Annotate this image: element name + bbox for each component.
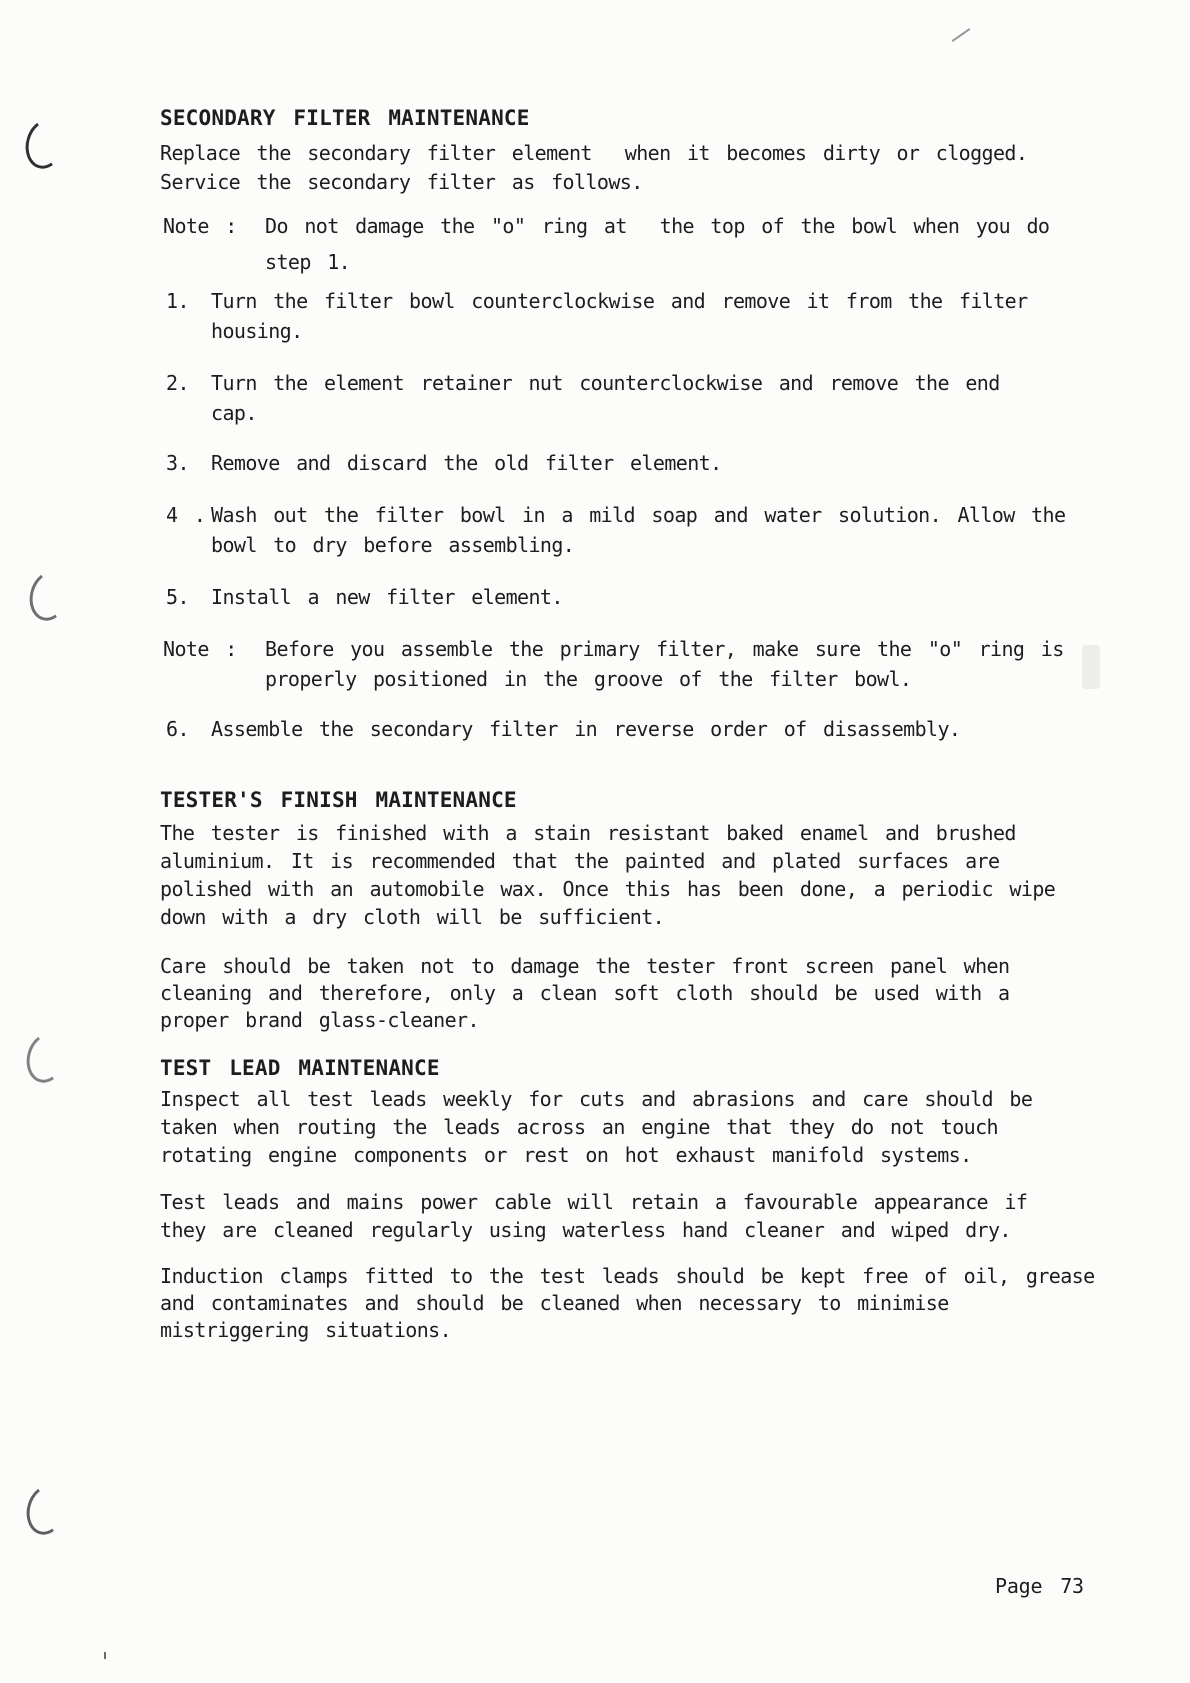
paragraph-line: Inspect all test leads weekly for cuts and abrasions and care should be [160,1087,1033,1111]
section-heading-testers-finish: TESTER'S FINISH MAINTENANCE [160,788,517,812]
paragraph-line: mistriggering situations. [160,1318,452,1342]
pen-tick-mark [951,28,970,42]
paragraph-line: Induction clamps fitted to the test leads should be kept free of oil, grease [160,1264,1095,1288]
paragraph [160,819,1055,931]
note-label: Note : [163,214,237,238]
paragraph-line: Service the secondary filter as follows. [160,170,643,194]
step-item-3 [160,448,722,478]
paragraph-line: Test leads and mains power cable will retain a favourable appearance if [160,1190,1028,1214]
page-number: Page 73 [995,1574,1084,1598]
intro-paragraph [160,139,1027,197]
note-line: properly positioned in the groove of the filter bowl. [265,667,912,691]
pen-mark-paren-4 [22,1481,71,1539]
paragraph [160,953,1009,1034]
paragraph-line: cleaning and therefore, only a clean soft cloth should be used with a [160,981,1010,1005]
scan-speck [104,1652,106,1659]
note-line: Do not damage the "o" ring at the top of the bowl when you do [265,214,1050,238]
step-line: Wash out the filter bowl in a mild soap and water solution. Allow the [211,503,1066,527]
step-line: Turn the filter bowl counterclockwise and remove it from the filter [211,289,1028,313]
note-block-2 [160,634,1064,694]
note-block-1 [160,208,1049,280]
step-number: 4 . [166,503,206,527]
pen-mark-paren-1 [21,115,70,173]
step-line: Assemble the secondary filter in reverse order of disassembly. [211,717,961,741]
paragraph-line: Replace the secondary filter element when it becomes dirty or clogged. [160,141,1028,165]
paragraph-line: down with a dry cloth will be sufficient. [160,905,665,929]
step-line: bowl to dry before assembling. [211,533,575,557]
paragraph [160,1263,1095,1344]
paragraph-line: taken when routing the leads across an engine that they do not touch [160,1115,998,1139]
paragraph-line: they are cleaned regularly using waterless hand cleaner and wiped dry. [160,1218,1011,1242]
section-heading-secondary-filter: SECONDARY FILTER MAINTENANCE [160,106,530,130]
paragraph-line: polished with an automobile wax. Once this has been done, a periodic wipe [160,877,1056,901]
step-item-1 [160,286,1028,346]
paragraph-line: The tester is finished with a stain resistant baked enamel and brushed [160,821,1016,845]
step-item-2 [160,368,1000,428]
step-line: cap. [211,401,257,425]
step-line: Turn the element retainer nut counterclockwise and remove the end [211,371,1000,395]
step-number: 6. [166,717,189,741]
step-number: 2. [166,371,189,395]
note-line: step 1. [265,250,351,274]
step-item-6 [160,714,960,744]
step-item-5 [160,582,563,612]
step-item-4 [160,500,1065,560]
paragraph-line: rotating engine components or rest on hot exhaust manifold systems. [160,1143,972,1167]
step-number: 5. [166,585,189,609]
step-line: Remove and discard the old filter element. [211,451,722,475]
pen-mark-paren-2 [25,567,74,625]
note-line: Before you assemble the primary filter, make sure the "o" ring is [265,637,1064,661]
paragraph-line: aluminium. It is recommended that the painted and plated surfaces are [160,849,1000,873]
paragraph [160,1188,1027,1244]
paragraph-line: proper brand glass-cleaner. [160,1008,479,1032]
section-heading-test-lead: TEST LEAD MAINTENANCE [160,1056,440,1080]
paragraph [160,1085,1032,1169]
paragraph-line: Care should be taken not to damage the tester front screen panel when [160,954,1010,978]
step-number: 1. [166,289,189,313]
step-line: Install a new filter element. [211,585,563,609]
pen-mark-paren-3 [22,1029,71,1087]
scan-smudge [1082,645,1100,689]
note-label: Note : [163,637,237,661]
paragraph-line: and contaminates and should be cleaned when necessary to minimise [160,1291,949,1315]
step-line: housing. [211,319,303,343]
step-number: 3. [166,451,189,475]
